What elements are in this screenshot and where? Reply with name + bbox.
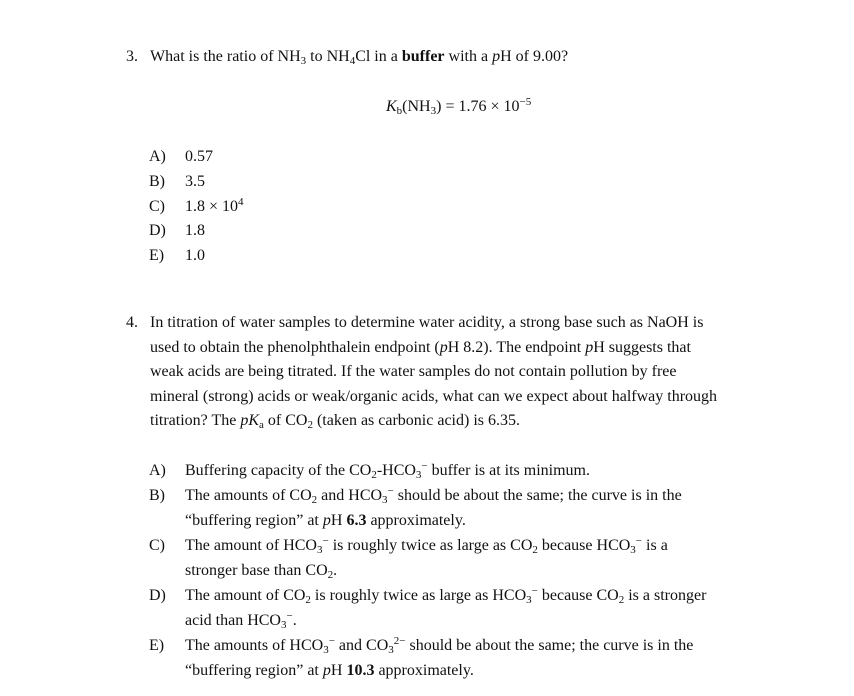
option-letter: D): [149, 222, 166, 239]
option-letter: B): [149, 487, 165, 504]
option-text: 0.57: [185, 148, 213, 165]
option-text: 1.0: [185, 247, 205, 264]
question-4-line: weak acids are being titrated. If the water samples do not contain pollution by free: [150, 363, 677, 380]
option-letter: E): [149, 637, 165, 654]
question-3-number: 3.: [126, 48, 138, 65]
question-4-line: titration? The $pK_a$ of $CO_2$ (taken as carbonic acid) is 6.35.: [150, 412, 520, 431]
option-text: The amount of $HCO_3^-$ is roughly twice as large as $CO_2$ because $HCO_3^-$ is a: [185, 535, 668, 556]
option-text: The amounts of $HCO_3^-$ and $CO_3^{2-}$ should be about the same; the curve is in the: [185, 635, 694, 656]
option-letter: C): [149, 198, 165, 215]
option-text: The amounts of $CO_2$ and $HCO_3^-$ should be about the same; the curve is in the: [185, 485, 682, 506]
option-text: $1.8 \times 10^4$: [185, 196, 244, 215]
option-text: stronger base than $CO_2$.: [185, 562, 338, 581]
question-4-number: 4.: [126, 314, 138, 331]
option-letter: D): [149, 587, 166, 604]
question-4-line: mineral (strong) acids or weak/organic acids, what can we expect about halfway through: [150, 388, 718, 405]
option-letter: E): [149, 247, 165, 264]
question-3-text: What is the ratio of $NH_3$ to $NH_4Cl$ in a buffer with a pH of 9.00?: [150, 48, 569, 67]
question-4-line: used to obtain the phenolphthalein endpoint (pH 8.2). The endpoint pH suggests that: [150, 339, 691, 356]
option-text: Buffering capacity of the $CO_2-HCO_3^-$ buffer is at its minimum.: [185, 460, 590, 481]
kb-equation: $K_b(NH_3) = 1.76 \times 10^{-5}$: [386, 96, 532, 117]
option-text: The amount of $CO_2$ is roughly twice as large as $HCO_3^-$ because $CO_2$ is a stronger: [185, 585, 707, 606]
option-text: acid than $HCO_3^-$.: [185, 610, 297, 631]
option-letter: A): [149, 462, 166, 479]
option-letter: C): [149, 537, 165, 554]
option-letter: A): [149, 148, 166, 165]
question-4-line: In titration of water samples to determine water acidity, a strong base such as NaOH is: [150, 314, 704, 331]
option-text: 3.5: [185, 173, 205, 190]
option-letter: B): [149, 173, 165, 190]
option-text: 1.8: [185, 222, 205, 239]
option-text: “buffering region” at pH 10.3 approximately.: [185, 662, 474, 679]
option-text: “buffering region” at pH 6.3 approximately.: [185, 512, 466, 529]
